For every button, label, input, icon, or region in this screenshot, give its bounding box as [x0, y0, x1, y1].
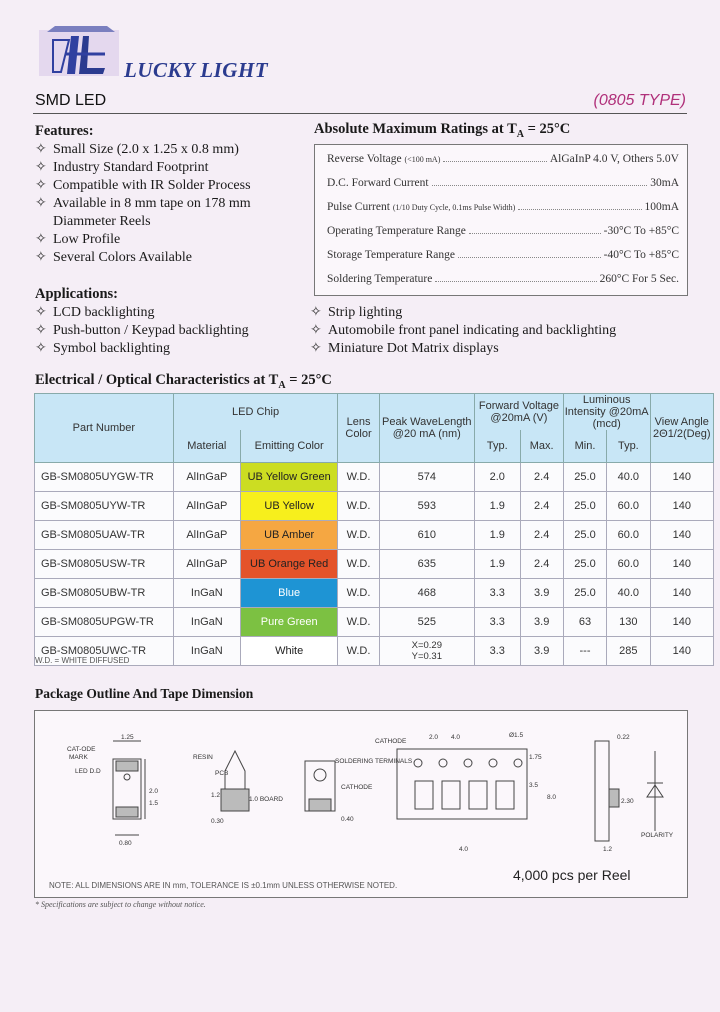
dim-label: 0.40 — [341, 816, 354, 823]
cell-lens: W.D. — [338, 607, 379, 636]
table-row — [35, 607, 714, 636]
bullet-icon: ✧ — [35, 160, 47, 175]
table-row — [35, 549, 714, 578]
cell-emitting-color: White — [240, 636, 338, 665]
ratings-box — [314, 144, 688, 296]
applications-title: Applications: — [35, 286, 118, 302]
dim-label: 1.25 — [121, 734, 134, 741]
cell-lum-typ: 60.0 — [607, 491, 650, 520]
dim-label: 1.2 — [211, 792, 221, 799]
cell-material: InGaN — [173, 607, 240, 636]
cell-view-angle: 140 — [650, 578, 713, 607]
cell-emitting-color: Pure Green — [240, 607, 338, 636]
cell-vf-max: 2.4 — [520, 520, 563, 549]
cell-lum-min: 25.0 — [563, 578, 606, 607]
dimension-note: NOTE: ALL DIMENSIONS ARE IN mm, TOLERANCE IS ±0.1mm UNLESS OTHERWISE NOTED. — [49, 881, 398, 890]
cell-part: GB-SM0805UAW-TR — [35, 520, 174, 549]
dim-label: POLARITY — [641, 832, 674, 839]
cell-view-angle: 140 — [650, 491, 713, 520]
col-part: Part Number — [35, 394, 174, 463]
bullet-icon: ✧ — [35, 341, 47, 356]
table-row — [35, 636, 714, 665]
dim-label: 0.80 — [119, 840, 132, 847]
dim-label: PCB — [215, 770, 229, 777]
col-ledchip: LED Chip — [173, 394, 338, 431]
rating-row: Storage Temperature Range -40°C To +85°C — [327, 249, 679, 261]
brand-name: LUCKY LIGHT — [124, 58, 269, 82]
cell-lum-min: 25.0 — [563, 549, 606, 578]
table-row — [35, 520, 714, 549]
table-row — [35, 462, 714, 491]
cell-lum-min: --- — [563, 636, 606, 665]
cell-lum-typ: 60.0 — [607, 549, 650, 578]
cell-lum-typ: 40.0 — [607, 578, 650, 607]
cell-vf-max: 2.4 — [520, 549, 563, 578]
col-vf: Forward Voltage @20mA (V) — [474, 394, 563, 431]
package-title: Package Outline And Tape Dimension — [35, 686, 254, 701]
cell-vf-max: 2.4 — [520, 491, 563, 520]
cell-lens: W.D. — [338, 491, 379, 520]
package-outline-drawing — [35, 711, 687, 861]
eo-table — [34, 393, 714, 666]
bullet-icon: ✧ — [35, 250, 47, 265]
bullet-icon: ✧ — [35, 232, 47, 247]
application-item: ✧ Symbol backlighting — [35, 341, 171, 356]
cell-vf-max: 2.4 — [520, 462, 563, 491]
cell-material: InGaN — [173, 636, 240, 665]
eo-footnote: W.D. = WHITE DIFFUSED — [35, 656, 130, 665]
cell-peak: 468 — [379, 578, 474, 607]
features-title: Features: — [35, 123, 94, 139]
col-lum: Luminous Intensity @20mA (mcd) — [564, 394, 649, 430]
dim-label: SOLDERING TERMINALS — [335, 758, 413, 765]
dim-label: 1.0 BOARD — [249, 796, 283, 803]
dim-label: 2.30 — [621, 798, 634, 805]
cell-lens: W.D. — [338, 549, 379, 578]
applications-left-list — [35, 304, 305, 358]
dim-label: 1.75 — [529, 754, 542, 761]
cell-peak: X=0.29 Y=0.31 — [379, 636, 474, 665]
dim-label: 8.0 — [547, 794, 557, 801]
dim-label: 2.0 — [149, 788, 159, 795]
cell-material: InGaN — [173, 578, 240, 607]
cell-material: AlInGaP — [173, 520, 240, 549]
cell-peak: 525 — [379, 607, 474, 636]
application-item: ✧ Miniature Dot Matrix displays — [310, 341, 499, 356]
reel-quantity: 4,000 pcs per Reel — [513, 867, 631, 883]
product-title: SMD LED — [35, 92, 107, 109]
col-vf-max: Max. — [520, 430, 563, 462]
bullet-icon: ✧ — [35, 142, 47, 157]
rating-row: Operating Temperature Range -30°C To +85°C — [327, 225, 679, 237]
dim-label: Ø1.5 — [509, 732, 524, 739]
rating-row: Reverse Voltage (<100 mA) AlGaInP 4.0 V, Others 5.0V — [327, 153, 679, 165]
feature-item: Diammeter Reels — [53, 214, 151, 229]
rating-row: Soldering Temperature 260°C For 5 Sec. — [327, 273, 679, 285]
cell-part: GB-SM0805UYGW-TR — [35, 462, 174, 491]
cell-peak: 593 — [379, 491, 474, 520]
dim-label: RESIN — [193, 754, 213, 761]
col-vf-typ: Typ. — [474, 430, 520, 462]
bullet-icon: ✧ — [310, 341, 322, 356]
cell-vf-typ: 3.3 — [474, 607, 520, 636]
application-item: ✧ Strip lighting — [310, 305, 403, 320]
application-item: ✧ LCD backlighting — [35, 305, 155, 320]
cell-material: AlInGaP — [173, 462, 240, 491]
ratings-title: Absolute Maximum Ratings at $T_A = 25^\circ C$ — [314, 121, 571, 140]
col-lum-typ: Typ. — [607, 430, 650, 462]
col-material: Material — [173, 430, 240, 462]
feature-item: ✧ Industry Standard Footprint — [35, 160, 209, 175]
dim-label: 0.30 — [211, 818, 224, 825]
cell-vf-max: 3.9 — [520, 636, 563, 665]
dim-label: 4.0 — [451, 734, 461, 741]
cell-lens: W.D. — [338, 578, 379, 607]
cell-lum-min: 63 — [563, 607, 606, 636]
application-item: ✧ Automobile front panel indicating and backlighting — [310, 323, 617, 338]
package-drawing-box — [34, 710, 688, 898]
feature-item: ✧ Small Size (2.0 x 1.25 x 0.8 mm) — [35, 142, 239, 157]
cell-vf-typ: 2.0 — [474, 462, 520, 491]
dim-label: CAT-ODE — [67, 746, 96, 753]
feature-item: ✧ Several Colors Available — [35, 250, 192, 265]
cell-vf-typ: 1.9 — [474, 491, 520, 520]
rating-row: D.C. Forward Current 30mA — [327, 177, 679, 189]
dim-label: CATHODE — [341, 784, 373, 791]
cell-peak: 610 — [379, 520, 474, 549]
col-lum-min: Min. — [563, 430, 606, 462]
cell-lum-min: 25.0 — [563, 520, 606, 549]
cell-view-angle: 140 — [650, 636, 713, 665]
col-peak: Peak WaveLength @20 mA (nm) — [379, 394, 474, 463]
dim-label: 4.0 — [459, 846, 469, 853]
cell-part: GB-SM0805UPGW-TR — [35, 607, 174, 636]
feature-item: ✧ Available in 8 mm tape on 178 mm — [35, 196, 251, 211]
dim-label: 2.0 — [429, 734, 439, 741]
cell-lens: W.D. — [338, 462, 379, 491]
table-row — [35, 491, 714, 520]
dim-label: 0.22 — [617, 734, 630, 741]
cell-emitting-color: Blue — [240, 578, 338, 607]
eo-title: Electrical / Optical Characteristics at $T_A = 25^\circ C$ — [35, 372, 332, 391]
product-type: (0805 TYPE) — [593, 92, 686, 109]
cell-peak: 574 — [379, 462, 474, 491]
dim-label: MARK — [69, 754, 88, 761]
cell-vf-typ: 1.9 — [474, 520, 520, 549]
bullet-icon: ✧ — [310, 305, 322, 320]
features-list — [35, 141, 295, 267]
cell-part: GB-SM0805UWC-TR — [35, 636, 174, 665]
dim-label: LED D.D — [75, 768, 101, 775]
feature-item: ✧ Low Profile — [35, 232, 121, 247]
dim-label: 1.2 — [603, 846, 613, 853]
cell-lum-typ: 60.0 — [607, 520, 650, 549]
cell-view-angle: 140 — [650, 462, 713, 491]
cell-lum-min: 25.0 — [563, 491, 606, 520]
cell-part: GB-SM0805UBW-TR — [35, 578, 174, 607]
cell-vf-max: 3.9 — [520, 607, 563, 636]
cell-emitting-color: UB Amber — [240, 520, 338, 549]
cell-material: AlInGaP — [173, 491, 240, 520]
feature-item: ✧ Compatible with IR Solder Process — [35, 178, 251, 193]
col-lens: Lens Color — [338, 394, 379, 463]
cell-peak: 635 — [379, 549, 474, 578]
bullet-icon: ✧ — [35, 178, 47, 193]
cell-view-angle: 140 — [650, 549, 713, 578]
cell-emitting-color: UB Yellow Green — [240, 462, 338, 491]
rating-row: Pulse Current (1/10 Duty Cycle, 0.1ms Pulse Width) 100mA — [327, 201, 679, 213]
dim-label: 1.5 — [149, 800, 159, 807]
cell-part: GB-SM0805UYW-TR — [35, 491, 174, 520]
bullet-icon: ✧ — [35, 196, 47, 211]
dim-label: CATHODE — [375, 738, 407, 745]
cell-vf-max: 3.9 — [520, 578, 563, 607]
cell-lum-min: 25.0 — [563, 462, 606, 491]
col-view: View Angle 2Θ1/2(Deg) — [650, 394, 713, 463]
cell-lum-typ: 285 — [607, 636, 650, 665]
dim-label: 3.5 — [529, 782, 539, 789]
header-divider — [33, 113, 687, 114]
cell-lens: W.D. — [338, 520, 379, 549]
cell-vf-typ: 3.3 — [474, 636, 520, 665]
cell-emitting-color: UB Yellow — [240, 491, 338, 520]
cell-lum-typ: 40.0 — [607, 462, 650, 491]
application-item: ✧ Push-button / Keypad backlighting — [35, 323, 249, 338]
cell-part: GB-SM0805USW-TR — [35, 549, 174, 578]
table-row — [35, 578, 714, 607]
bullet-icon: ✧ — [35, 305, 47, 320]
cell-lum-typ: 130 — [607, 607, 650, 636]
lucky-light-logo — [35, 22, 125, 82]
bullet-icon: ✧ — [310, 323, 322, 338]
cell-view-angle: 140 — [650, 520, 713, 549]
cell-vf-typ: 3.3 — [474, 578, 520, 607]
cell-view-angle: 140 — [650, 607, 713, 636]
cell-emitting-color: UB Orange Red — [240, 549, 338, 578]
applications-right-list — [310, 304, 690, 358]
cell-vf-typ: 1.9 — [474, 549, 520, 578]
col-emitting: Emitting Color — [240, 430, 338, 462]
cell-material: AlInGaP — [173, 549, 240, 578]
cell-lens: W.D. — [338, 636, 379, 665]
disclaimer: * Specifications are subject to change without notice. — [35, 900, 206, 909]
bullet-icon: ✧ — [35, 323, 47, 338]
